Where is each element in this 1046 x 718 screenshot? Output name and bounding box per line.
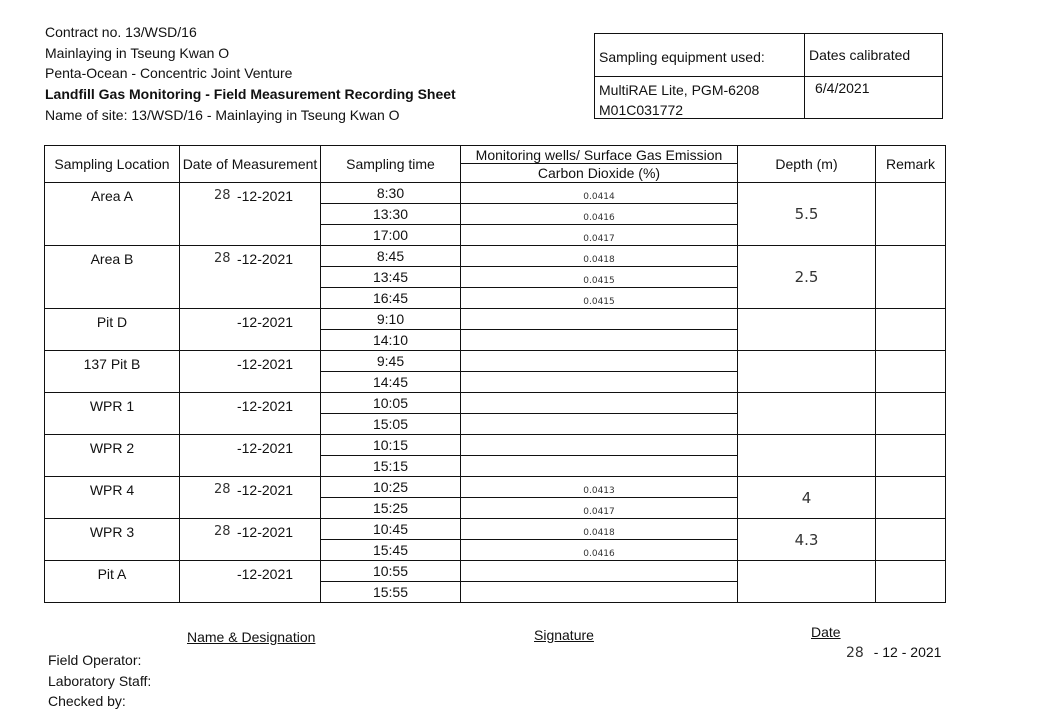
co2-reading — [461, 309, 738, 330]
footer-date — [846, 643, 941, 662]
handwritten-day: 28 — [214, 251, 231, 266]
sampling-location: WPR 2 — [45, 435, 180, 477]
sampling-time: 15:55 — [321, 582, 461, 603]
sampling-time: 9:10 — [321, 309, 461, 330]
sampling-time: 17:00 — [321, 225, 461, 246]
co2-reading: 0.0415 — [461, 288, 738, 309]
depth-value — [738, 351, 876, 393]
handwritten-day: 28 — [214, 524, 231, 539]
equipment-label: Sampling equipment used: — [599, 49, 765, 65]
table-row — [45, 393, 946, 414]
sampling-time: 15:45 — [321, 540, 461, 561]
equipment-box — [594, 33, 943, 119]
sampling-location: WPR 3 — [45, 519, 180, 561]
table-row — [45, 351, 946, 372]
co2-reading: 0.0418 — [461, 519, 738, 540]
header-co2: Carbon Dioxide (%) — [461, 164, 738, 183]
date-suffix: -12-2021 — [236, 524, 294, 540]
table-row — [45, 477, 946, 498]
sampling-time: 13:30 — [321, 204, 461, 225]
co2-reading — [461, 582, 738, 603]
table-row — [45, 519, 946, 540]
header-remark: Remark — [876, 146, 946, 183]
date-suffix: -12-2021 — [236, 251, 294, 267]
table-row — [45, 435, 946, 456]
signature-label: Signature — [534, 627, 594, 643]
sampling-time: 8:45 — [321, 246, 461, 267]
remark-cell — [876, 561, 946, 603]
site-name: Name of site: 13/WSD/16 - Mainlaying in Tseung Kwan O — [45, 107, 400, 123]
co2-reading: 0.0416 — [461, 204, 738, 225]
header-monitoring: Monitoring wells/ Surface Gas Emission — [461, 146, 738, 164]
depth-value — [738, 435, 876, 477]
sampling-time: 13:45 — [321, 267, 461, 288]
equipment-name: MultiRAE Lite, PGM-6208 — [599, 82, 760, 98]
co2-reading — [461, 414, 738, 435]
remark-cell — [876, 351, 946, 393]
co2-reading — [461, 393, 738, 414]
date-suffix: -12-2021 — [236, 440, 294, 456]
sampling-time: 10:45 — [321, 519, 461, 540]
measurement-date — [180, 246, 321, 309]
sampling-location: Pit A — [45, 561, 180, 603]
sampling-location: Area B — [45, 246, 180, 309]
checked-by-label: Checked by: — [48, 693, 126, 709]
co2-reading — [461, 330, 738, 351]
measurement-date — [180, 477, 321, 519]
co2-reading: 0.0418 — [461, 246, 738, 267]
header-time: Sampling time — [321, 146, 461, 183]
lab-staff-label: Laboratory Staff: — [48, 673, 152, 689]
contractor-name: Penta-Ocean - Concentric Joint Venture — [45, 65, 293, 81]
equipment-serial: M01C031772 — [599, 102, 684, 118]
header-location: Sampling Location — [45, 146, 180, 183]
sampling-time: 9:45 — [321, 351, 461, 372]
measurement-date — [180, 435, 321, 477]
sampling-time: 15:25 — [321, 498, 461, 519]
sampling-time: 14:10 — [321, 330, 461, 351]
handwritten-day: 28 — [214, 482, 231, 497]
remark-cell — [876, 435, 946, 477]
co2-reading — [461, 372, 738, 393]
name-designation-label: Name & Designation — [187, 629, 316, 645]
remark-cell — [876, 393, 946, 435]
date-suffix: -12-2021 — [236, 356, 294, 372]
sampling-location: WPR 1 — [45, 393, 180, 435]
date-label: Date — [811, 624, 841, 640]
footer-date-rest: - 12 - 2021 — [873, 644, 942, 660]
date-suffix: -12-2021 — [236, 482, 294, 498]
measurement-date — [180, 519, 321, 561]
sampling-location: Pit D — [45, 309, 180, 351]
sampling-time: 10:55 — [321, 561, 461, 582]
sampling-time: 10:05 — [321, 393, 461, 414]
co2-reading — [461, 561, 738, 582]
sampling-time: 10:25 — [321, 477, 461, 498]
measurement-date — [180, 393, 321, 435]
co2-reading: 0.0417 — [461, 498, 738, 519]
depth-value: 5.5 — [738, 183, 876, 246]
co2-reading — [461, 351, 738, 372]
sampling-time: 8:30 — [321, 183, 461, 204]
sampling-time: 14:45 — [321, 372, 461, 393]
co2-reading: 0.0416 — [461, 540, 738, 561]
measurement-table — [44, 145, 946, 603]
handwritten-day: 28 — [214, 188, 231, 203]
depth-value — [738, 309, 876, 351]
remark-cell — [876, 519, 946, 561]
co2-reading — [461, 456, 738, 477]
remark-cell — [876, 477, 946, 519]
remark-cell — [876, 309, 946, 351]
sampling-time: 15:05 — [321, 414, 461, 435]
header-date: Date of Measurement — [180, 146, 321, 183]
co2-reading — [461, 435, 738, 456]
co2-reading: 0.0414 — [461, 183, 738, 204]
contract-number: Contract no. 13/WSD/16 — [45, 24, 197, 40]
sampling-location: Area A — [45, 183, 180, 246]
depth-value: 4.3 — [738, 519, 876, 561]
sampling-time: 15:15 — [321, 456, 461, 477]
field-operator-label: Field Operator: — [48, 652, 142, 668]
project-name: Mainlaying in Tseung Kwan O — [45, 45, 230, 61]
measurement-date — [180, 561, 321, 603]
measurement-date — [180, 351, 321, 393]
sampling-time: 16:45 — [321, 288, 461, 309]
remark-cell — [876, 246, 946, 309]
measurement-date — [180, 183, 321, 246]
co2-reading: 0.0415 — [461, 267, 738, 288]
date-suffix: -12-2021 — [236, 188, 294, 204]
date-suffix: -12-2021 — [236, 314, 294, 330]
depth-value — [738, 561, 876, 603]
table-row — [45, 183, 946, 204]
co2-reading: 0.0413 — [461, 477, 738, 498]
date-suffix: -12-2021 — [236, 566, 294, 582]
measurement-date — [180, 309, 321, 351]
date-suffix: -12-2021 — [236, 398, 294, 414]
sampling-location: 137 Pit B — [45, 351, 180, 393]
table-row — [45, 561, 946, 582]
table-row — [45, 309, 946, 330]
sampling-time: 10:15 — [321, 435, 461, 456]
table-row — [45, 246, 946, 267]
sampling-location: WPR 4 — [45, 477, 180, 519]
calibrated-label: Dates calibrated — [809, 47, 911, 63]
depth-value — [738, 393, 876, 435]
remark-cell — [876, 183, 946, 246]
footer-date-day: 28 — [846, 645, 864, 661]
calibrated-date: 6/4/2021 — [815, 80, 870, 96]
depth-value: 4 — [738, 477, 876, 519]
header-depth: Depth (m) — [738, 146, 876, 183]
depth-value: 2.5 — [738, 246, 876, 309]
co2-reading: 0.0417 — [461, 225, 738, 246]
sheet-title: Landfill Gas Monitoring - Field Measurement Recording Sheet — [45, 86, 456, 102]
